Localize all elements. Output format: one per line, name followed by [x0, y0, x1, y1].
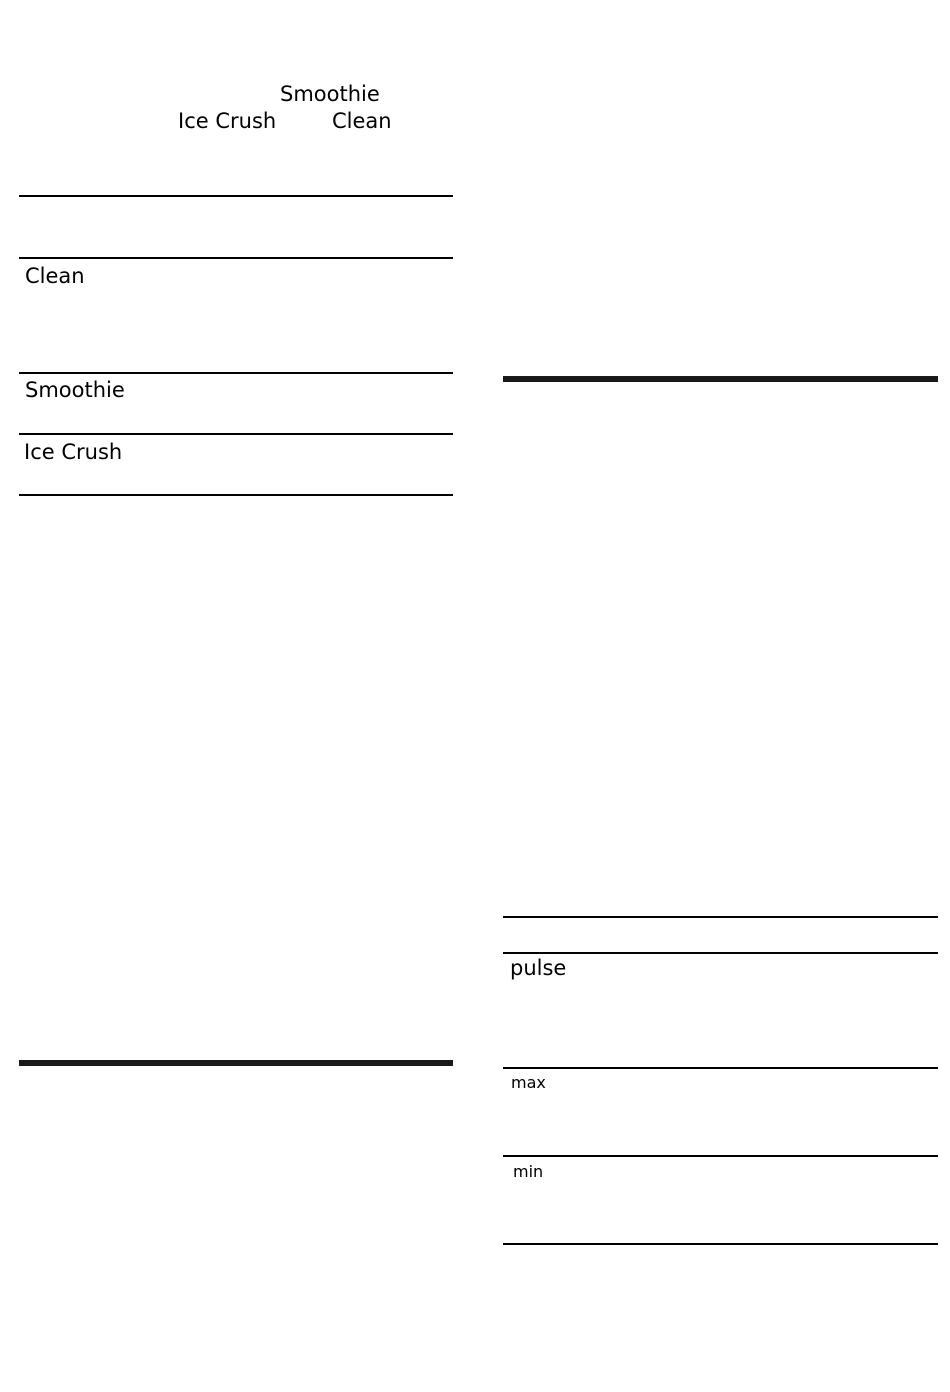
- table-rule: [503, 1155, 938, 1157]
- table-row-label-ice-crush: Ice Crush: [24, 440, 123, 464]
- header-label-smoothie: Smoothie: [280, 82, 380, 106]
- table-rule: [19, 494, 453, 496]
- table-row-label-max: max: [511, 1073, 546, 1092]
- table-rule: [19, 195, 453, 197]
- table-rule: [503, 1067, 938, 1069]
- section-divider: [19, 1060, 453, 1066]
- table-rule: [19, 257, 453, 259]
- table-row-label-pulse: pulse: [510, 956, 567, 980]
- header-label-ice-crush: Ice Crush: [178, 109, 277, 133]
- table-rule: [503, 1243, 938, 1245]
- table-row-label-min: min: [513, 1162, 544, 1181]
- table-row-label-smoothie: Smoothie: [25, 378, 125, 402]
- table-row-label-clean: Clean: [25, 264, 85, 288]
- table-rule: [503, 916, 938, 918]
- table-rule: [19, 372, 453, 374]
- table-rule: [503, 952, 938, 954]
- section-divider: [503, 376, 938, 382]
- table-rule: [19, 433, 453, 435]
- header-label-clean: Clean: [332, 109, 392, 133]
